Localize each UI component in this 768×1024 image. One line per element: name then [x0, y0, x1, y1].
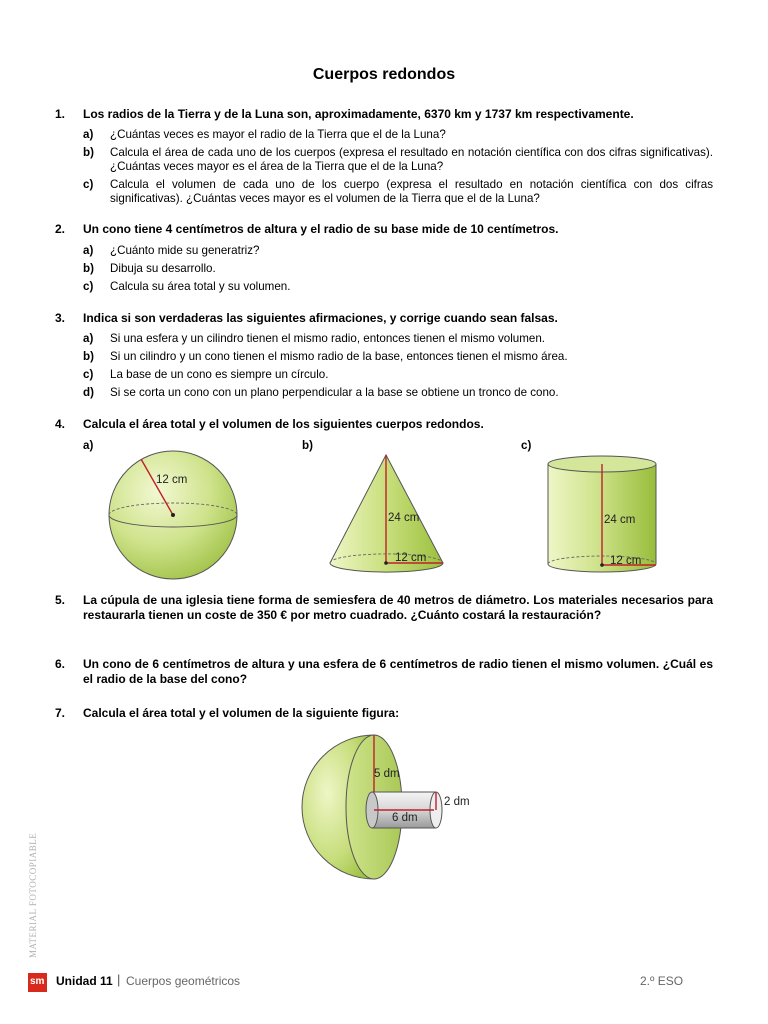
tube-radius-label: 2 dm — [444, 796, 470, 808]
footer-topic: Cuerpos geométricos — [126, 974, 241, 988]
sphere-radius-label: 12 cm — [156, 474, 188, 486]
item-label: a) — [83, 332, 94, 345]
item-label: b) — [83, 262, 94, 275]
item-label: b) — [83, 146, 94, 159]
item-label: a) — [83, 244, 94, 257]
question-number: 2. — [55, 222, 66, 236]
question-number: 3. — [55, 311, 66, 325]
page-title: Cuerpos redondos — [312, 66, 456, 83]
item-text: Si un cilindro y un cono tienen el mismo radio de la base, entonces tienen el mismo área. — [110, 350, 568, 363]
item-label: d) — [83, 386, 94, 399]
sphere-radius-label: 5 dm — [374, 768, 400, 780]
footer-unit: Unidad 11 — [56, 974, 113, 988]
item-label: c) — [83, 178, 94, 191]
question-text: Calcula el área total y el volumen de la siguiente figura: — [83, 706, 400, 720]
item-text: Si se corta un cono con un plano perpendicular a la base se obtiene un tronco de cono. — [110, 386, 559, 399]
sphere-figure — [100, 448, 260, 584]
item-text: Si una esfera y un cilindro tienen el mismo radio, entonces tienen el mismo volumen. — [110, 332, 545, 345]
question-text: Los radios de la Tierra y de la Luna son, aproximadamente, 6370 km y 1737 km respectivamente. — [83, 107, 634, 121]
item-text: Calcula su área total y su volumen. — [110, 280, 291, 293]
question-number: 5. — [55, 593, 66, 607]
tube-length-label: 6 dm — [392, 812, 418, 824]
item-label: c) — [83, 280, 94, 293]
hemisphere-cylinder-figure — [298, 730, 478, 890]
figure-label-c: c) — [521, 439, 532, 452]
footer-separator: | — [117, 972, 121, 987]
question-text: Un cono de 6 centímetros de altura y una esfera de 6 centímetros de radio tienen el mismo volumen. ¿Cuál es el radio de la base del cono? — [83, 657, 713, 686]
sphere-center — [171, 513, 175, 517]
cylinder-figure — [540, 452, 665, 577]
question-text: La cúpula de una iglesia tiene forma de semiesfera de 40 metros de diámetro. Los materiales necesarios para restaurarla tienen un coste de 350 € por metro cuadrado. ¿Cuánto costará la restauración? — [83, 593, 713, 622]
question-number: 7. — [55, 706, 66, 720]
figure-label-a: a) — [83, 439, 94, 452]
item-text: ¿Cuántas veces es mayor el radio de la Tierra que el de la Luna? — [110, 128, 446, 141]
item-label: b) — [83, 350, 94, 363]
footer-grade: 2.º ESO — [640, 974, 684, 988]
cone-radius-label: 12 cm — [395, 552, 427, 564]
cone-height-label: 24 cm — [388, 512, 420, 524]
item-text: ¿Cuánto mide su generatriz? — [110, 244, 260, 257]
question-number: 6. — [55, 657, 66, 671]
question-number: 4. — [55, 417, 66, 431]
cylinder-height-label: 24 cm — [604, 514, 636, 526]
question-text: Calcula el área total y el volumen de los siguientes cuerpos redondos. — [83, 417, 484, 431]
item-text: Calcula el área de cada uno de los cuerpos (expresa el resultado en notación científica con dos cifras significativas). ¿Cuántas veces mayor es el área de la Tierra que el de la Luna? — [110, 146, 713, 173]
item-label: c) — [83, 368, 94, 381]
question-number: 1. — [55, 107, 66, 121]
item-label: a) — [83, 128, 94, 141]
question-text: Indica si son verdaderas las siguientes afirmaciones, y corrige cuando sean falsas. — [83, 311, 558, 325]
logo-text: sm — [30, 976, 45, 987]
cone-figure — [325, 450, 450, 575]
cylinder-radius-label: 12 cm — [610, 555, 642, 567]
item-text: Calcula el volumen de cada uno de los cuerpo (expresa el resultado en notación científica con dos cifras significativas). ¿Cuántas veces mayor es el volumen de la Tierra que el de la Luna? — [110, 178, 713, 205]
cone-base-center — [384, 561, 388, 565]
figure-label-b: b) — [302, 439, 313, 452]
item-text: La base de un cono es siempre un círculo. — [110, 368, 329, 381]
item-text: Dibuja su desarrollo. — [110, 262, 216, 275]
question-text: Un cono tiene 4 centímetros de altura y el radio de su base mide de 10 centímetros. — [83, 222, 559, 236]
cylinder-base-center — [600, 563, 604, 567]
side-watermark-text: MATERIAL FOTOCOPIABLE — [28, 832, 38, 958]
publisher-logo — [28, 973, 47, 992]
